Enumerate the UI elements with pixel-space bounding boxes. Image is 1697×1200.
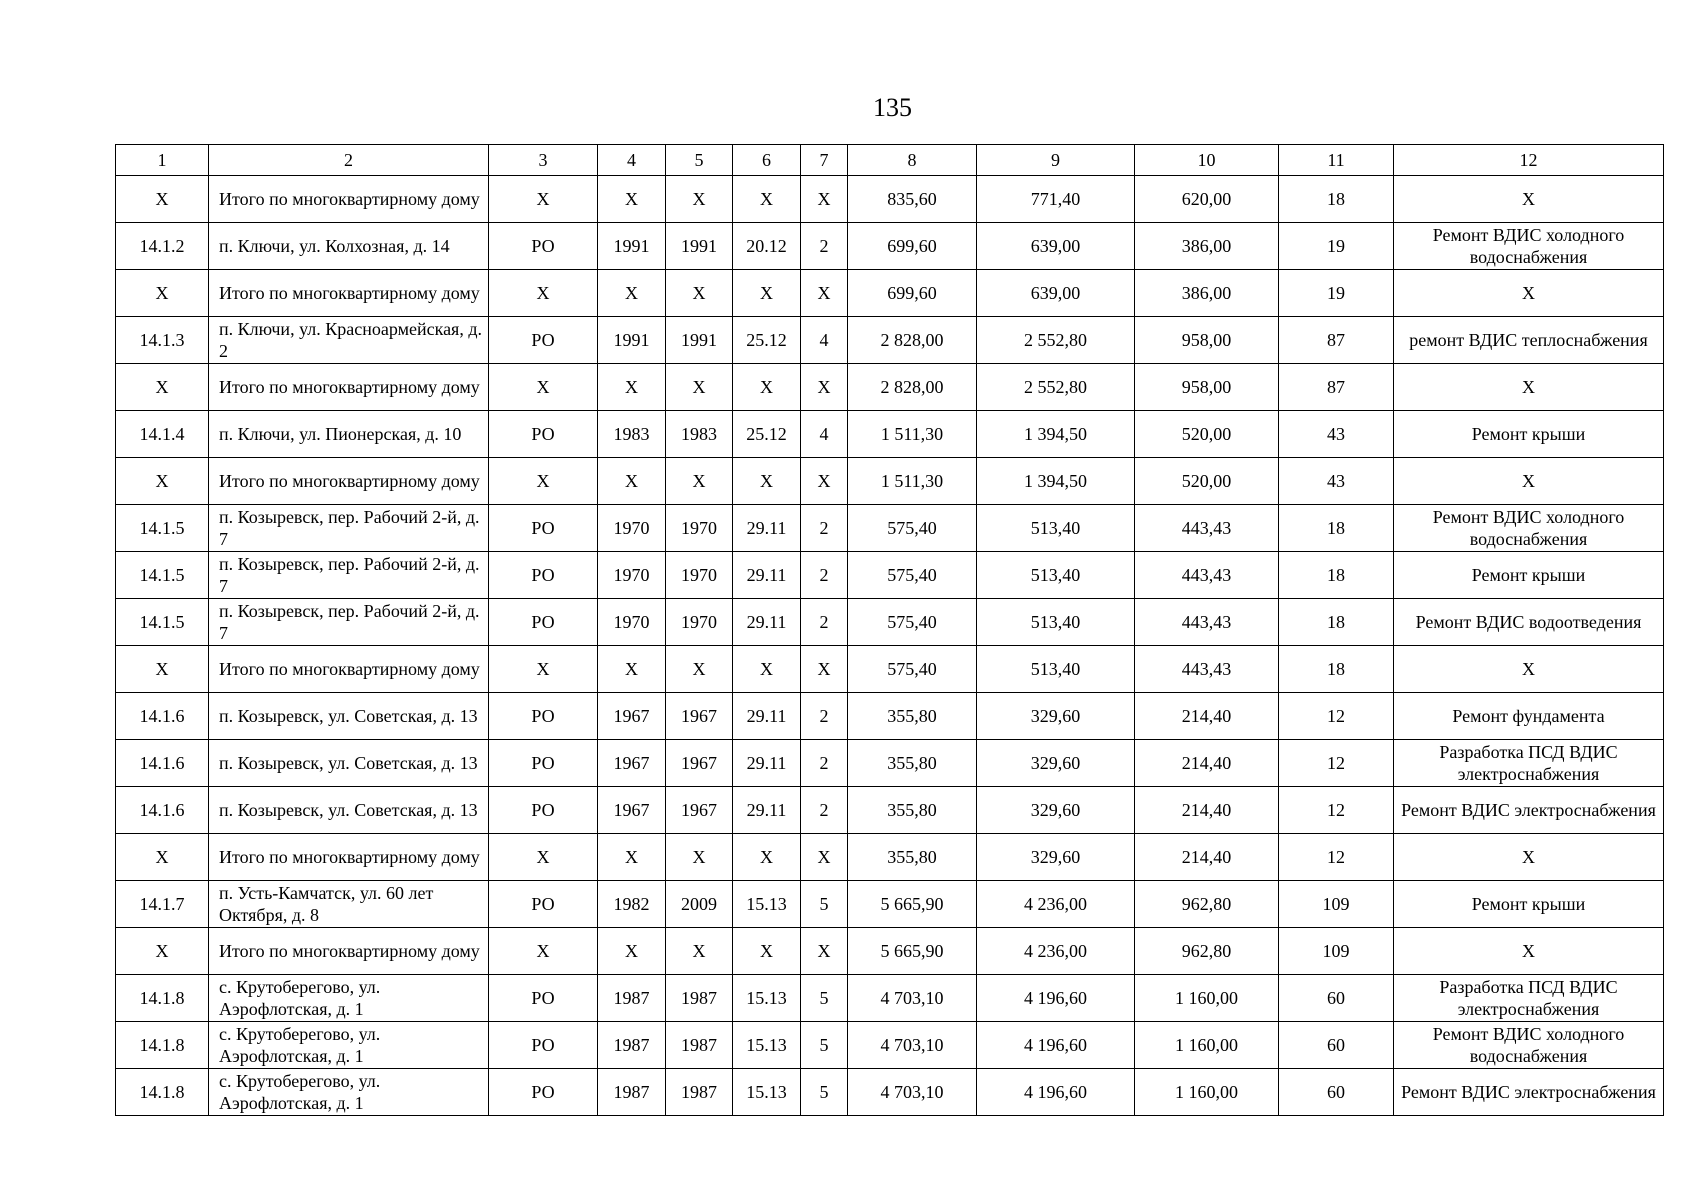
work-type-cell: Ремонт крыши <box>1394 552 1664 599</box>
column-header: 8 <box>848 145 977 176</box>
column-header: 9 <box>977 145 1135 176</box>
table-row <box>116 975 1664 1022</box>
year-commission-cell: 1983 <box>666 411 733 458</box>
living-area-cell: 329,60 <box>977 834 1135 881</box>
area-cell: 214,40 <box>1135 693 1279 740</box>
year-commission-cell: 1970 <box>666 599 733 646</box>
residents-cell: 18 <box>1279 552 1394 599</box>
area-cell: 386,00 <box>1135 223 1279 270</box>
living-area-cell: 771,40 <box>977 176 1135 223</box>
total-area-cell: 835,60 <box>848 176 977 223</box>
owner-type-cell: Х <box>489 176 598 223</box>
total-area-cell: 5 665,90 <box>848 928 977 975</box>
floors-cell: 2 <box>801 505 848 552</box>
row-number-cell: 14.1.7 <box>116 881 209 928</box>
residents-cell: 87 <box>1279 317 1394 364</box>
living-area-cell: 1 394,50 <box>977 411 1135 458</box>
wall-material-cell: 15.13 <box>733 1022 801 1069</box>
column-header: 1 <box>116 145 209 176</box>
year-commission-cell: 1970 <box>666 552 733 599</box>
total-area-cell: 355,80 <box>848 740 977 787</box>
year-built-cell: Х <box>598 364 666 411</box>
table-row <box>116 740 1664 787</box>
table-row <box>116 693 1664 740</box>
row-number-cell: Х <box>116 270 209 317</box>
row-number-cell: 14.1.2 <box>116 223 209 270</box>
address-cell: п. Усть-Камчатск, ул. 60 лет Октября, д. 8 <box>209 881 489 928</box>
area-cell: 1 160,00 <box>1135 1069 1279 1116</box>
floors-cell: 4 <box>801 411 848 458</box>
owner-type-cell: Х <box>489 270 598 317</box>
living-area-cell: 4 236,00 <box>977 881 1135 928</box>
area-cell: 1 160,00 <box>1135 975 1279 1022</box>
floors-cell: 5 <box>801 975 848 1022</box>
owner-type-cell: РО <box>489 975 598 1022</box>
wall-material-cell: Х <box>733 646 801 693</box>
address-cell: с. Крутоберегово, ул. Аэрофлотская, д. 1 <box>209 1069 489 1116</box>
area-cell: 520,00 <box>1135 458 1279 505</box>
row-number-cell: Х <box>116 364 209 411</box>
register-table <box>115 144 1664 1116</box>
year-built-cell: 1970 <box>598 599 666 646</box>
living-area-cell: 4 196,60 <box>977 975 1135 1022</box>
residents-cell: 109 <box>1279 928 1394 975</box>
residents-cell: 12 <box>1279 787 1394 834</box>
work-type-cell: Ремонт ВДИС водоотведения <box>1394 599 1664 646</box>
living-area-cell: 329,60 <box>977 740 1135 787</box>
wall-material-cell: 15.13 <box>733 975 801 1022</box>
table-row <box>116 223 1664 270</box>
page-number: 135 <box>873 93 912 122</box>
year-commission-cell: 1970 <box>666 505 733 552</box>
address-cell: п. Ключи, ул. Пионерская, д. 10 <box>209 411 489 458</box>
owner-type-cell: Х <box>489 834 598 881</box>
area-cell: 520,00 <box>1135 411 1279 458</box>
owner-type-cell: РО <box>489 223 598 270</box>
wall-material-cell: Х <box>733 928 801 975</box>
row-number-cell: 14.1.5 <box>116 505 209 552</box>
residents-cell: 18 <box>1279 505 1394 552</box>
owner-type-cell: Х <box>489 646 598 693</box>
total-area-cell: 1 511,30 <box>848 411 977 458</box>
work-type-cell: Ремонт крыши <box>1394 881 1664 928</box>
address-cell: Итого по многоквартирному дому <box>209 928 489 975</box>
total-area-cell: 355,80 <box>848 787 977 834</box>
address-cell: Итого по многоквартирному дому <box>209 176 489 223</box>
living-area-cell: 639,00 <box>977 223 1135 270</box>
residents-cell: 18 <box>1279 599 1394 646</box>
work-type-cell: Х <box>1394 646 1664 693</box>
column-header: 4 <box>598 145 666 176</box>
row-number-cell: Х <box>116 646 209 693</box>
living-area-cell: 4 196,60 <box>977 1022 1135 1069</box>
total-area-cell: 5 665,90 <box>848 881 977 928</box>
living-area-cell: 4 236,00 <box>977 928 1135 975</box>
area-cell: 620,00 <box>1135 176 1279 223</box>
wall-material-cell: Х <box>733 834 801 881</box>
table-row <box>116 787 1664 834</box>
year-built-cell: Х <box>598 270 666 317</box>
living-area-cell: 4 196,60 <box>977 1069 1135 1116</box>
owner-type-cell: РО <box>489 1022 598 1069</box>
total-area-cell: 355,80 <box>848 834 977 881</box>
table-row <box>116 364 1664 411</box>
work-type-cell: Разработка ПСД ВДИС электроснабжения <box>1394 975 1664 1022</box>
residents-cell: 12 <box>1279 834 1394 881</box>
floors-cell: Х <box>801 458 848 505</box>
work-type-cell: Х <box>1394 270 1664 317</box>
column-header: 2 <box>209 145 489 176</box>
floors-cell: 5 <box>801 1022 848 1069</box>
year-commission-cell: 2009 <box>666 881 733 928</box>
area-cell: 443,43 <box>1135 505 1279 552</box>
area-cell: 962,80 <box>1135 928 1279 975</box>
row-number-cell: 14.1.8 <box>116 1022 209 1069</box>
column-header: 3 <box>489 145 598 176</box>
living-area-cell: 513,40 <box>977 552 1135 599</box>
year-built-cell: Х <box>598 834 666 881</box>
wall-material-cell: Х <box>733 364 801 411</box>
residents-cell: 43 <box>1279 458 1394 505</box>
table-header-row <box>116 145 1664 176</box>
year-built-cell: 1983 <box>598 411 666 458</box>
row-number-cell: 14.1.5 <box>116 552 209 599</box>
floors-cell: Х <box>801 364 848 411</box>
row-number-cell: 14.1.6 <box>116 740 209 787</box>
owner-type-cell: РО <box>489 881 598 928</box>
column-header: 10 <box>1135 145 1279 176</box>
work-type-cell: Разработка ПСД ВДИС электроснабжения <box>1394 740 1664 787</box>
living-area-cell: 329,60 <box>977 787 1135 834</box>
row-number-cell: 14.1.5 <box>116 599 209 646</box>
year-commission-cell: 1991 <box>666 317 733 364</box>
area-cell: 214,40 <box>1135 787 1279 834</box>
floors-cell: Х <box>801 928 848 975</box>
total-area-cell: 4 703,10 <box>848 1022 977 1069</box>
table-row <box>116 552 1664 599</box>
floors-cell: 2 <box>801 552 848 599</box>
row-number-cell: 14.1.6 <box>116 693 209 740</box>
floors-cell: 5 <box>801 881 848 928</box>
address-cell: Итого по многоквартирному дому <box>209 834 489 881</box>
area-cell: 386,00 <box>1135 270 1279 317</box>
year-built-cell: Х <box>598 458 666 505</box>
floors-cell: 2 <box>801 599 848 646</box>
floors-cell: 2 <box>801 223 848 270</box>
address-cell: п. Козыревск, ул. Советская, д. 13 <box>209 787 489 834</box>
year-commission-cell: 1987 <box>666 1022 733 1069</box>
address-cell: с. Крутоберегово, ул. Аэрофлотская, д. 1 <box>209 1022 489 1069</box>
total-area-cell: 355,80 <box>848 693 977 740</box>
owner-type-cell: РО <box>489 787 598 834</box>
area-cell: 443,43 <box>1135 599 1279 646</box>
residents-cell: 109 <box>1279 881 1394 928</box>
table-row <box>116 599 1664 646</box>
table-row <box>116 270 1664 317</box>
work-type-cell: Ремонт фундамента <box>1394 693 1664 740</box>
residents-cell: 19 <box>1279 270 1394 317</box>
residents-cell: 60 <box>1279 1022 1394 1069</box>
table-row <box>116 928 1664 975</box>
address-cell: п. Козыревск, пер. Рабочий 2-й, д. 7 <box>209 599 489 646</box>
living-area-cell: 329,60 <box>977 693 1135 740</box>
year-built-cell: 1967 <box>598 693 666 740</box>
address-cell: Итого по многоквартирному дому <box>209 364 489 411</box>
table-row <box>116 458 1664 505</box>
row-number-cell: 14.1.8 <box>116 1069 209 1116</box>
address-cell: п. Козыревск, пер. Рабочий 2-й, д. 7 <box>209 505 489 552</box>
owner-type-cell: РО <box>489 317 598 364</box>
owner-type-cell: РО <box>489 599 598 646</box>
year-commission-cell: Х <box>666 458 733 505</box>
owner-type-cell: Х <box>489 458 598 505</box>
address-cell: п. Ключи, ул. Колхозная, д. 14 <box>209 223 489 270</box>
owner-type-cell: Х <box>489 928 598 975</box>
address-cell: Итого по многоквартирному дому <box>209 646 489 693</box>
floors-cell: 4 <box>801 317 848 364</box>
floors-cell: 2 <box>801 787 848 834</box>
year-built-cell: 1982 <box>598 881 666 928</box>
address-cell: Итого по многоквартирному дому <box>209 458 489 505</box>
table-row <box>116 1022 1664 1069</box>
total-area-cell: 4 703,10 <box>848 975 977 1022</box>
total-area-cell: 575,40 <box>848 599 977 646</box>
address-cell: п. Козыревск, ул. Советская, д. 13 <box>209 740 489 787</box>
year-built-cell: 1967 <box>598 740 666 787</box>
year-built-cell: 1987 <box>598 1069 666 1116</box>
area-cell: 958,00 <box>1135 364 1279 411</box>
owner-type-cell: РО <box>489 505 598 552</box>
work-type-cell: Ремонт ВДИС холодного водоснабжения <box>1394 505 1664 552</box>
year-built-cell: 1987 <box>598 1022 666 1069</box>
living-area-cell: 513,40 <box>977 505 1135 552</box>
wall-material-cell: 15.13 <box>733 881 801 928</box>
year-built-cell: Х <box>598 928 666 975</box>
residents-cell: 60 <box>1279 1069 1394 1116</box>
wall-material-cell: 29.11 <box>733 740 801 787</box>
year-commission-cell: 1991 <box>666 223 733 270</box>
column-header: 11 <box>1279 145 1394 176</box>
year-commission-cell: Х <box>666 364 733 411</box>
floors-cell: 2 <box>801 693 848 740</box>
wall-material-cell: 15.13 <box>733 1069 801 1116</box>
address-cell: Итого по многоквартирному дому <box>209 270 489 317</box>
wall-material-cell: 25.12 <box>733 411 801 458</box>
wall-material-cell: Х <box>733 458 801 505</box>
wall-material-cell: 29.11 <box>733 599 801 646</box>
year-commission-cell: Х <box>666 646 733 693</box>
year-commission-cell: 1987 <box>666 1069 733 1116</box>
table-row <box>116 834 1664 881</box>
work-type-cell: Х <box>1394 364 1664 411</box>
wall-material-cell: 29.11 <box>733 693 801 740</box>
work-type-cell: ремонт ВДИС теплоснабжения <box>1394 317 1664 364</box>
owner-type-cell: РО <box>489 411 598 458</box>
work-type-cell: Х <box>1394 834 1664 881</box>
year-commission-cell: 1967 <box>666 787 733 834</box>
living-area-cell: 513,40 <box>977 646 1135 693</box>
work-type-cell: Ремонт ВДИС холодного водоснабжения <box>1394 223 1664 270</box>
total-area-cell: 575,40 <box>848 646 977 693</box>
row-number-cell: 14.1.6 <box>116 787 209 834</box>
work-type-cell: Ремонт ВДИС электроснабжения <box>1394 787 1664 834</box>
area-cell: 443,43 <box>1135 646 1279 693</box>
year-built-cell: 1970 <box>598 552 666 599</box>
row-number-cell: Х <box>116 928 209 975</box>
row-number-cell: 14.1.3 <box>116 317 209 364</box>
owner-type-cell: РО <box>489 740 598 787</box>
year-commission-cell: Х <box>666 270 733 317</box>
owner-type-cell: РО <box>489 552 598 599</box>
column-header: 6 <box>733 145 801 176</box>
work-type-cell: Х <box>1394 176 1664 223</box>
work-type-cell: Х <box>1394 928 1664 975</box>
year-built-cell: 1991 <box>598 223 666 270</box>
residents-cell: 18 <box>1279 646 1394 693</box>
wall-material-cell: 29.11 <box>733 505 801 552</box>
address-cell: п. Ключи, ул. Красноармейская, д. 2 <box>209 317 489 364</box>
wall-material-cell: 25.12 <box>733 317 801 364</box>
table-row <box>116 1069 1664 1116</box>
year-commission-cell: Х <box>666 834 733 881</box>
row-number-cell: Х <box>116 458 209 505</box>
floors-cell: Х <box>801 646 848 693</box>
work-type-cell: Х <box>1394 458 1664 505</box>
year-commission-cell: Х <box>666 176 733 223</box>
wall-material-cell: 29.11 <box>733 552 801 599</box>
year-commission-cell: 1987 <box>666 975 733 1022</box>
row-number-cell: Х <box>116 834 209 881</box>
row-number-cell: 14.1.4 <box>116 411 209 458</box>
owner-type-cell: РО <box>489 1069 598 1116</box>
wall-material-cell: Х <box>733 176 801 223</box>
address-cell: п. Козыревск, пер. Рабочий 2-й, д. 7 <box>209 552 489 599</box>
year-built-cell: Х <box>598 176 666 223</box>
living-area-cell: 1 394,50 <box>977 458 1135 505</box>
area-cell: 1 160,00 <box>1135 1022 1279 1069</box>
year-built-cell: 1967 <box>598 787 666 834</box>
row-number-cell: 14.1.8 <box>116 975 209 1022</box>
floors-cell: 2 <box>801 740 848 787</box>
column-header: 7 <box>801 145 848 176</box>
table-row <box>116 881 1664 928</box>
column-header: 5 <box>666 145 733 176</box>
living-area-cell: 639,00 <box>977 270 1135 317</box>
floors-cell: Х <box>801 834 848 881</box>
year-built-cell: 1991 <box>598 317 666 364</box>
owner-type-cell: Х <box>489 364 598 411</box>
total-area-cell: 575,40 <box>848 505 977 552</box>
wall-material-cell: 20.12 <box>733 223 801 270</box>
total-area-cell: 575,40 <box>848 552 977 599</box>
total-area-cell: 699,60 <box>848 270 977 317</box>
residents-cell: 87 <box>1279 364 1394 411</box>
table-row <box>116 646 1664 693</box>
table-body <box>116 145 1664 1116</box>
area-cell: 958,00 <box>1135 317 1279 364</box>
year-commission-cell: 1967 <box>666 740 733 787</box>
floors-cell: 5 <box>801 1069 848 1116</box>
year-built-cell: 1987 <box>598 975 666 1022</box>
total-area-cell: 699,60 <box>848 223 977 270</box>
table-row <box>116 317 1664 364</box>
total-area-cell: 4 703,10 <box>848 1069 977 1116</box>
total-area-cell: 2 828,00 <box>848 317 977 364</box>
work-type-cell: Ремонт ВДИС электроснабжения <box>1394 1069 1664 1116</box>
table-row <box>116 411 1664 458</box>
row-number-cell: Х <box>116 176 209 223</box>
year-commission-cell: Х <box>666 928 733 975</box>
table-row <box>116 505 1664 552</box>
year-commission-cell: 1967 <box>666 693 733 740</box>
floors-cell: Х <box>801 176 848 223</box>
year-built-cell: 1970 <box>598 505 666 552</box>
area-cell: 214,40 <box>1135 740 1279 787</box>
table-row <box>116 176 1664 223</box>
total-area-cell: 1 511,30 <box>848 458 977 505</box>
residents-cell: 12 <box>1279 740 1394 787</box>
residents-cell: 60 <box>1279 975 1394 1022</box>
living-area-cell: 2 552,80 <box>977 364 1135 411</box>
floors-cell: Х <box>801 270 848 317</box>
total-area-cell: 2 828,00 <box>848 364 977 411</box>
owner-type-cell: РО <box>489 693 598 740</box>
living-area-cell: 2 552,80 <box>977 317 1135 364</box>
area-cell: 443,43 <box>1135 552 1279 599</box>
residents-cell: 19 <box>1279 223 1394 270</box>
residents-cell: 43 <box>1279 411 1394 458</box>
column-header: 12 <box>1394 145 1664 176</box>
residents-cell: 12 <box>1279 693 1394 740</box>
area-cell: 214,40 <box>1135 834 1279 881</box>
wall-material-cell: 29.11 <box>733 787 801 834</box>
residents-cell: 18 <box>1279 176 1394 223</box>
address-cell: п. Козыревск, ул. Советская, д. 13 <box>209 693 489 740</box>
year-built-cell: Х <box>598 646 666 693</box>
living-area-cell: 513,40 <box>977 599 1135 646</box>
address-cell: с. Крутоберегово, ул. Аэрофлотская, д. 1 <box>209 975 489 1022</box>
work-type-cell: Ремонт крыши <box>1394 411 1664 458</box>
work-type-cell: Ремонт ВДИС холодного водоснабжения <box>1394 1022 1664 1069</box>
area-cell: 962,80 <box>1135 881 1279 928</box>
wall-material-cell: Х <box>733 270 801 317</box>
